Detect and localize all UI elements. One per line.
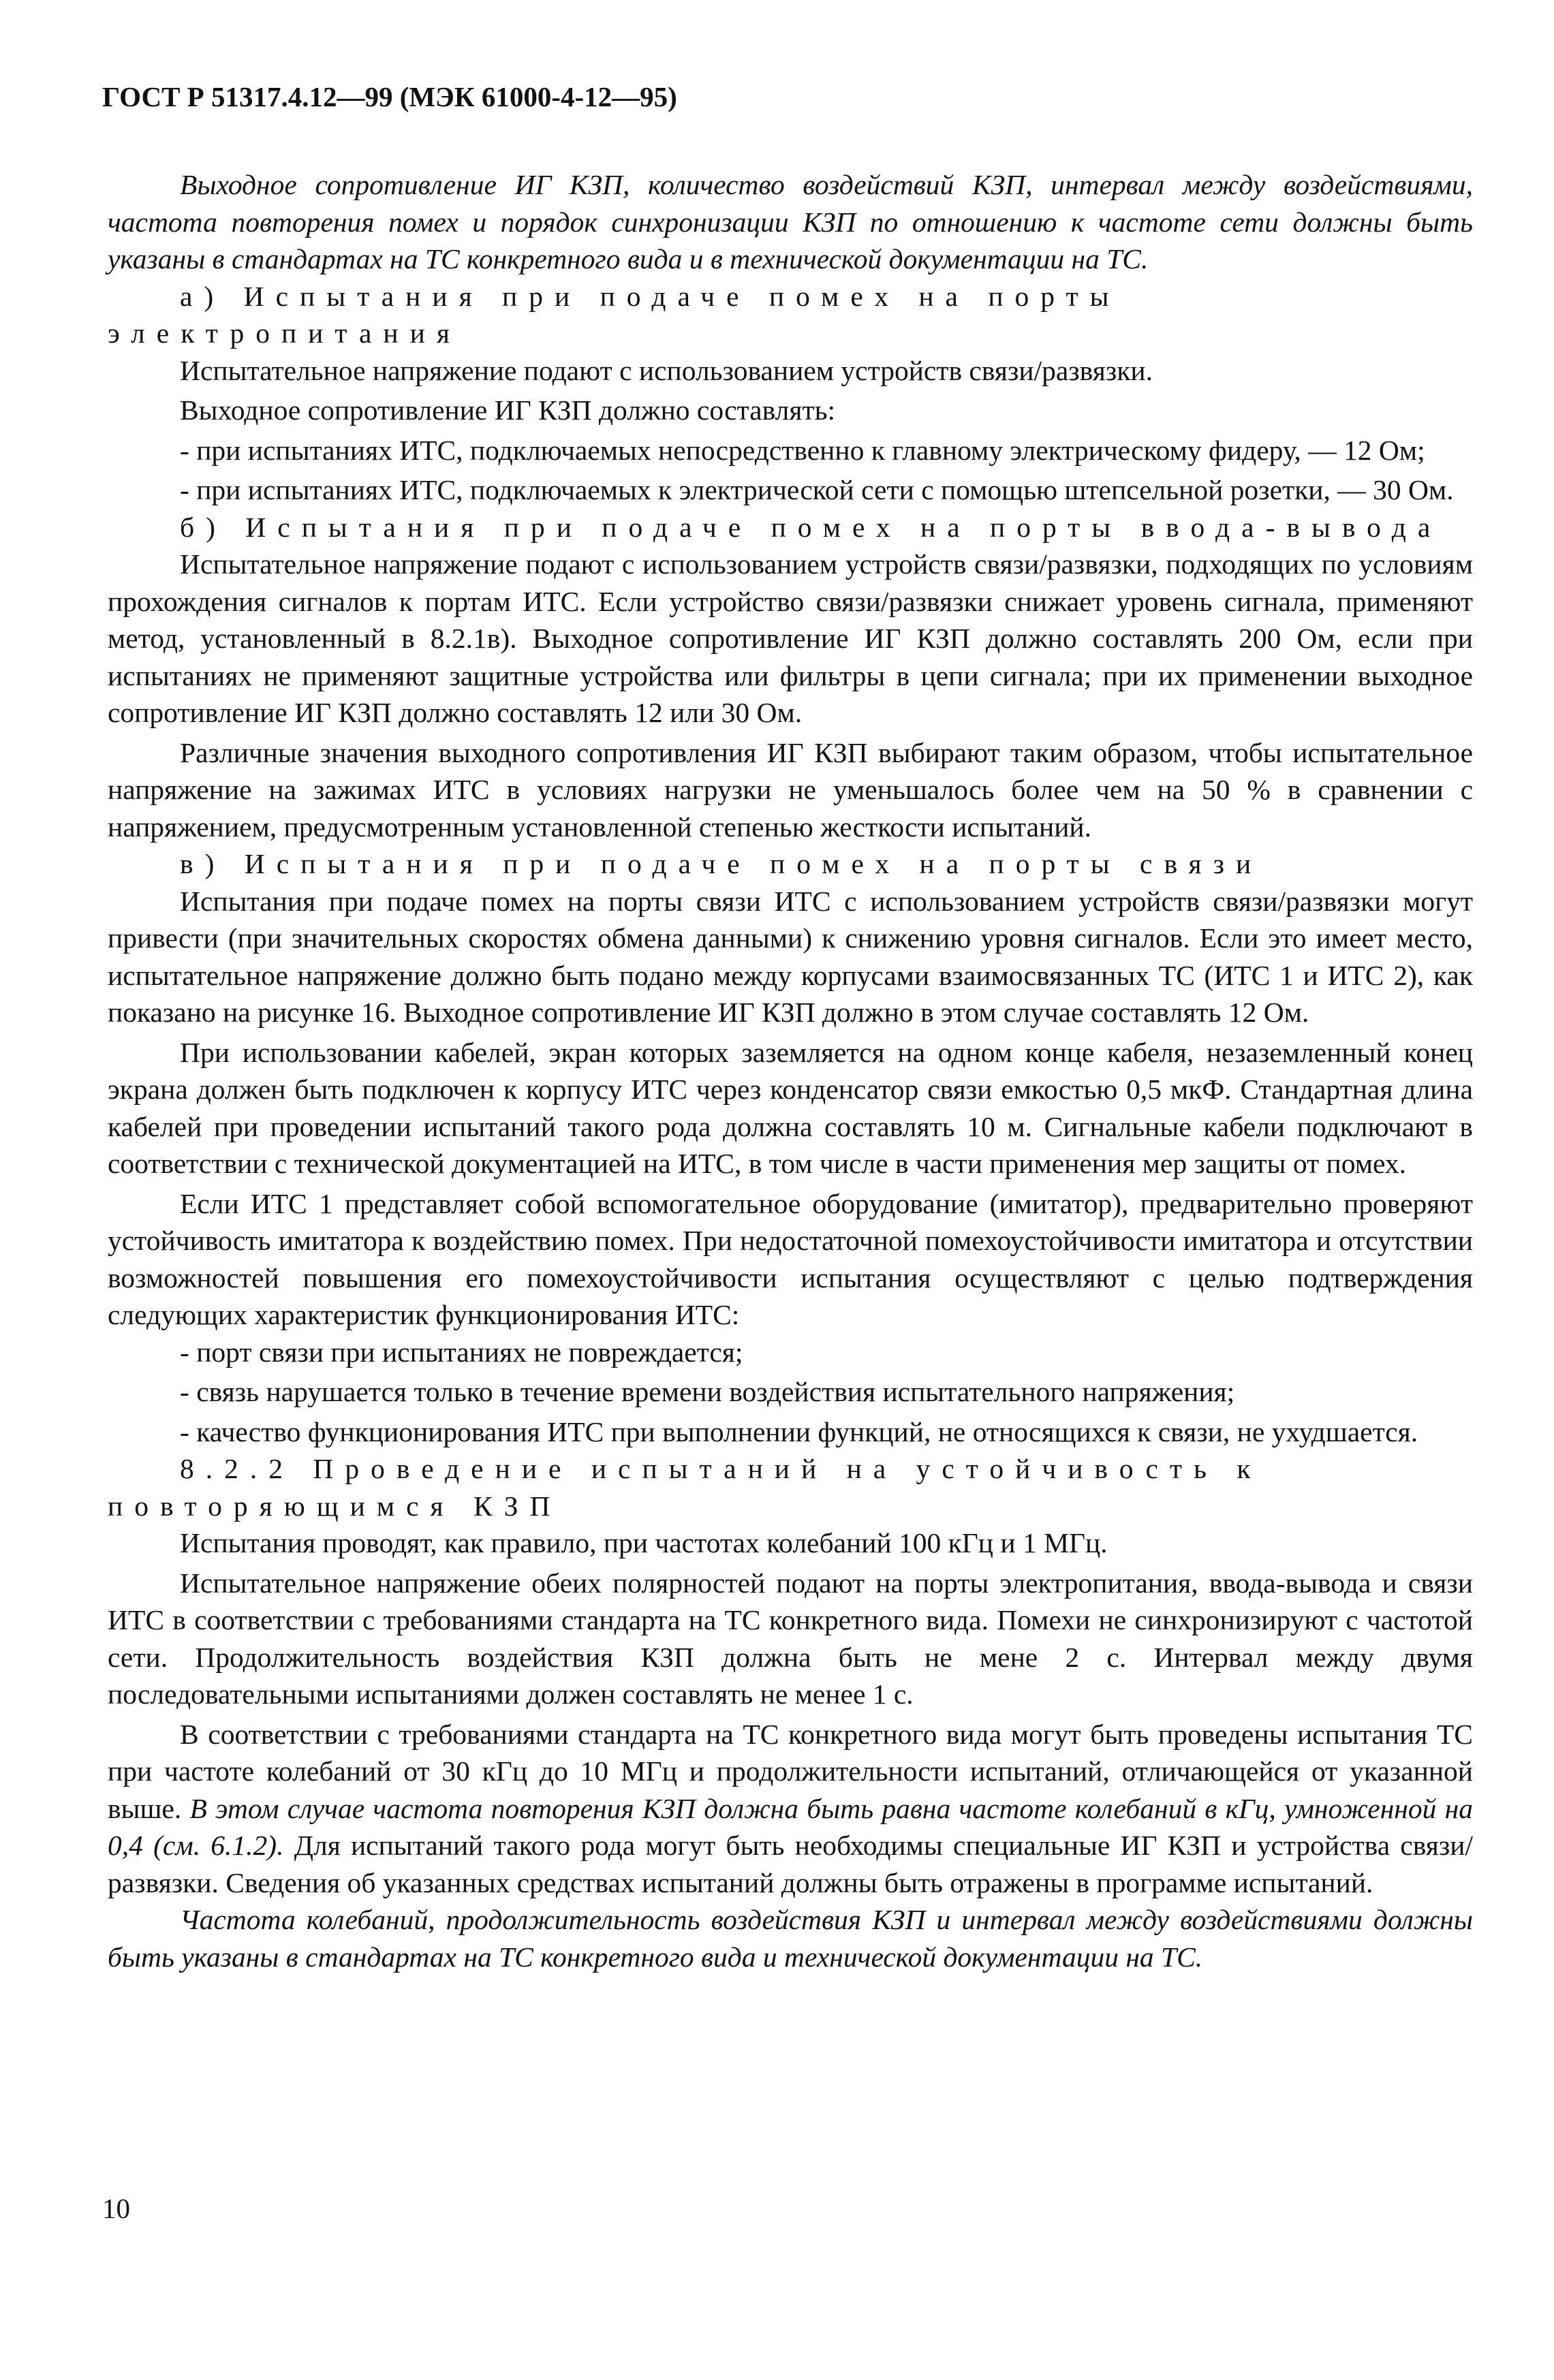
paragraph: При использовании кабелей, экран которых заземляется на одном конце кабеля, незаземленный конец экрана должен быть подключен к корпусу ИТС через конденсатор связи емкостью 0,5 мкФ. Стандартная длина кабелей при проведении испытаний такого рода должна составлять 10 м. Сигнальные кабели подключают в соответствии с технической документацией на ИТС, в том числе в части применения мер защиты от помех. xyxy=(108,1036,1473,1179)
section-heading-8-2-2: 8.2.2 Проведение испытаний на устойчивость к повторяющимся КЗП xyxy=(108,1453,1262,1522)
subsection-heading-b: б) Испытания при подаче помех на порты ввода-вывода xyxy=(180,511,1442,543)
body-text xyxy=(108,166,1473,1975)
paragraph: Если ИТС 1 представляет собой вспомогательное оборудование (имитатор), предварительно проверяют устойчивость имитатора к воздействию помех. При недостаточной помехоустойчивости имитатора и отсутствии возможностей повышения его помехоустойчивости испытания осуществляют с целью подтверждения следующих характеристик функционирования ИТС: xyxy=(108,1187,1473,1330)
paragraph: Выходное сопротивление ИГ КЗП должно составлять: xyxy=(180,394,836,426)
paragraph: Испытания проводят, как правило, при частотах колебаний 100 кГц и 1 МГц. xyxy=(180,1527,1108,1559)
paragraph xyxy=(108,1716,1473,1902)
list-item: - при испытаниях ИТС, подключаемых непосредственно к главному электрическому фидеру, — 12 Ом; xyxy=(180,434,1425,466)
list-item: - при испытаниях ИТС, подключаемых к электрической сети с помощью штепсельной розетки, — 30 Ом. xyxy=(180,474,1454,505)
page-header: ГОСТ Р 51317.4.12—99 (МЭК 61000-4-12—95) xyxy=(102,81,677,112)
paragraph: Выходное сопротивление ИГ КЗП, количество воздействий КЗП, интервал между воздействиями, частота повторения помех и порядок синхронизации КЗП по отношению к частоте сети должны быть указаны в стандартах на ТС конкретного вида и в технической документации на ТС. xyxy=(108,169,1473,275)
paragraph: Испытания при подаче помех на порты связи ИТС с использованием устройств связи/развязки могут привести (при значительных скоростях обмена данными) к снижению уровня сигналов. Если это имеет место, испытательное напряжение должно быть подано между корпусами взаимосвязанных ТС (ИТС 1 и ИТС 2), как показано на рисунке 16. Выходное сопротивление ИГ КЗП должно в этом случае составлять 12 Ом. xyxy=(108,885,1473,1028)
paragraph: Испытательное напряжение обеих полярностей подают на порты электропитания, ввода-вывода и связи ИТС в соответствии с требованиями стандарта на ТС конкретного вида. Помехи не синхронизируют с частотой сети. Продолжительность воздействия КЗП должна быть не мене 2 с. Интервал между двумя последовательными испытаниями должен составлять не менее 1 с. xyxy=(108,1567,1473,1710)
paragraph: Испытательное напряжение подают с использованием устройств связи/развязки, подходящих по условиям прохождения сигналов к портам ИТС. Если устройство связи/развязки снижает уровень сигнала, применяют метод, установленный в 8.2.1в). Выходное сопротивление ИГ КЗП должно составлять 200 Ом, если при испытаниях не применяют защитные устройства или фильтры в цепи сигнала; при их применении выходное сопротивление ИГ КЗП должно составлять 12 или 30 Ом. xyxy=(108,548,1473,728)
list-item: - качество функционирования ИТС при выполнении функций, не относящихся к связи, не ухудшается. xyxy=(180,1415,1418,1447)
paragraph-text: Для испытаний такого рода могут быть необходимы специальные ИГ КЗП и устройства связи/развязки. Сведения об указанных средствах испытаний должны быть отражены в программе испытаний. xyxy=(108,1830,1473,1898)
page-number: 10 xyxy=(102,2193,130,2224)
subsection-heading-a: а) Испытания при подаче помех на порты электропитания xyxy=(108,280,1121,349)
paragraph: Различные значения выходного сопротивления ИГ КЗП выбирают таким образом, чтобы испытательное напряжение на зажимах ИТС в условиях нагрузки не уменьшалось более чем на 50 % в сравнении с напряжением, предусмотренным установленной степенью жесткости испытаний. xyxy=(108,736,1473,843)
paragraph-italic-text: В этом случае частота повторения КЗП должна быть равна частоте колебаний в кГц, умноженной на 0,4 (см. 6.1.2). xyxy=(108,1792,1473,1861)
subsection-heading-c: в) Испытания при подаче помех на порты связи xyxy=(180,848,1263,879)
list-item: - связь нарушается только в течение времени воздействия испытательного напряжения; xyxy=(180,1376,1235,1407)
paragraph: Испытательное напряжение подают с использованием устройств связи/развязки. xyxy=(180,354,1153,386)
paragraph: Частота колебаний, продолжительность воздействия КЗП и интервал между воздействиями должны быть указаны в стандартах на ТС конкретного вида и технической документации на ТС. xyxy=(108,1904,1473,1973)
paragraph-text: В соответствии с требованиями стандарта на ТС конкретного вида могут быть проведены испытания ТС при частоте колебаний от 30 кГц до 10 МГц и продолжительности испытаний, отличающейся от указанной выше. xyxy=(108,1718,1473,1824)
list-item: - порт связи при испытаниях не повреждается; xyxy=(180,1336,743,1368)
